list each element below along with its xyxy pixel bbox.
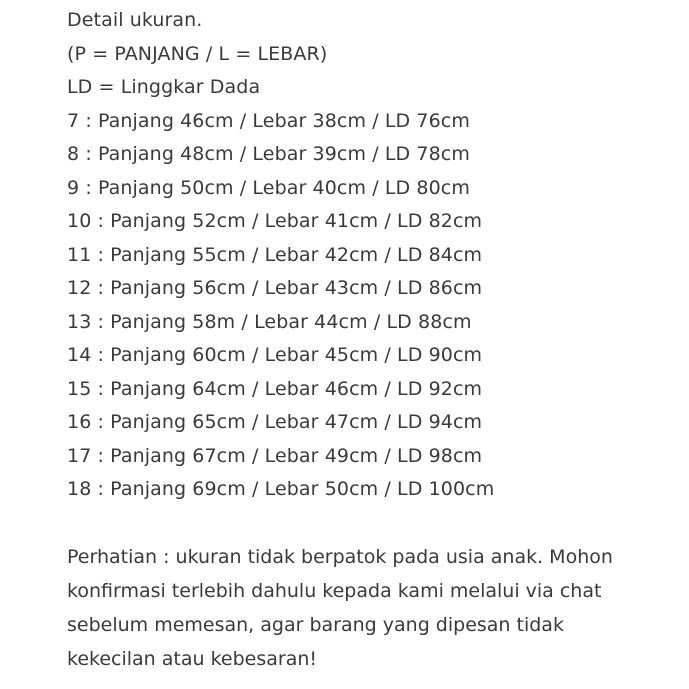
size-row: 8 : Panjang 48cm / Lebar 39cm / LD 78cm — [67, 143, 470, 165]
ld-legend: LD = Linggkar Dada — [67, 76, 261, 98]
size-row: 18 : Panjang 69cm / Lebar 50cm / LD 100cm — [67, 478, 495, 500]
note-line: Perhatian : ukuran tidak berpatok pada usia anak. Mohon — [67, 546, 613, 568]
size-row: 13 : Panjang 58m / Lebar 44cm / LD 88cm — [67, 310, 472, 333]
note-line: sebelum memesan, agar barang yang dipesan tidak — [67, 614, 564, 636]
size-row: 12 : Panjang 56cm / Lebar 43cm / LD 86cm — [67, 277, 483, 299]
note-line: konfirmasi terlebih dahulu kepada kami melalui via chat — [67, 580, 602, 602]
size-row: 11 : Panjang 55cm / Lebar 42cm / LD 84cm — [67, 243, 483, 266]
size-row: 9 : Panjang 50cm / Lebar 40cm / LD 80cm — [67, 176, 470, 199]
note-line: kekecilan atau kebesaran! — [67, 648, 317, 670]
size-row: 7 : Panjang 46cm / Lebar 38cm / LD 76cm — [67, 109, 470, 132]
attention-note — [67, 540, 667, 676]
size-row: 15 : Panjang 64cm / Lebar 46cm / LD 92cm — [67, 377, 483, 400]
size-row: 14 : Panjang 60cm / Lebar 45cm / LD 90cm — [67, 344, 483, 366]
spacer — [67, 507, 667, 541]
size-row: 17 : Panjang 67cm / Lebar 49cm / LD 98cm — [67, 444, 483, 467]
size-row: 10 : Panjang 52cm / Lebar 41cm / LD 82cm — [67, 210, 483, 232]
detail-title: Detail ukuran. — [67, 9, 203, 31]
size-detail-text — [67, 4, 667, 676]
size-row: 16 : Panjang 65cm / Lebar 47cm / LD 94cm — [67, 411, 483, 433]
pl-legend: (P = PANJANG / L = LEBAR) — [67, 42, 328, 65]
size-list — [67, 105, 667, 507]
